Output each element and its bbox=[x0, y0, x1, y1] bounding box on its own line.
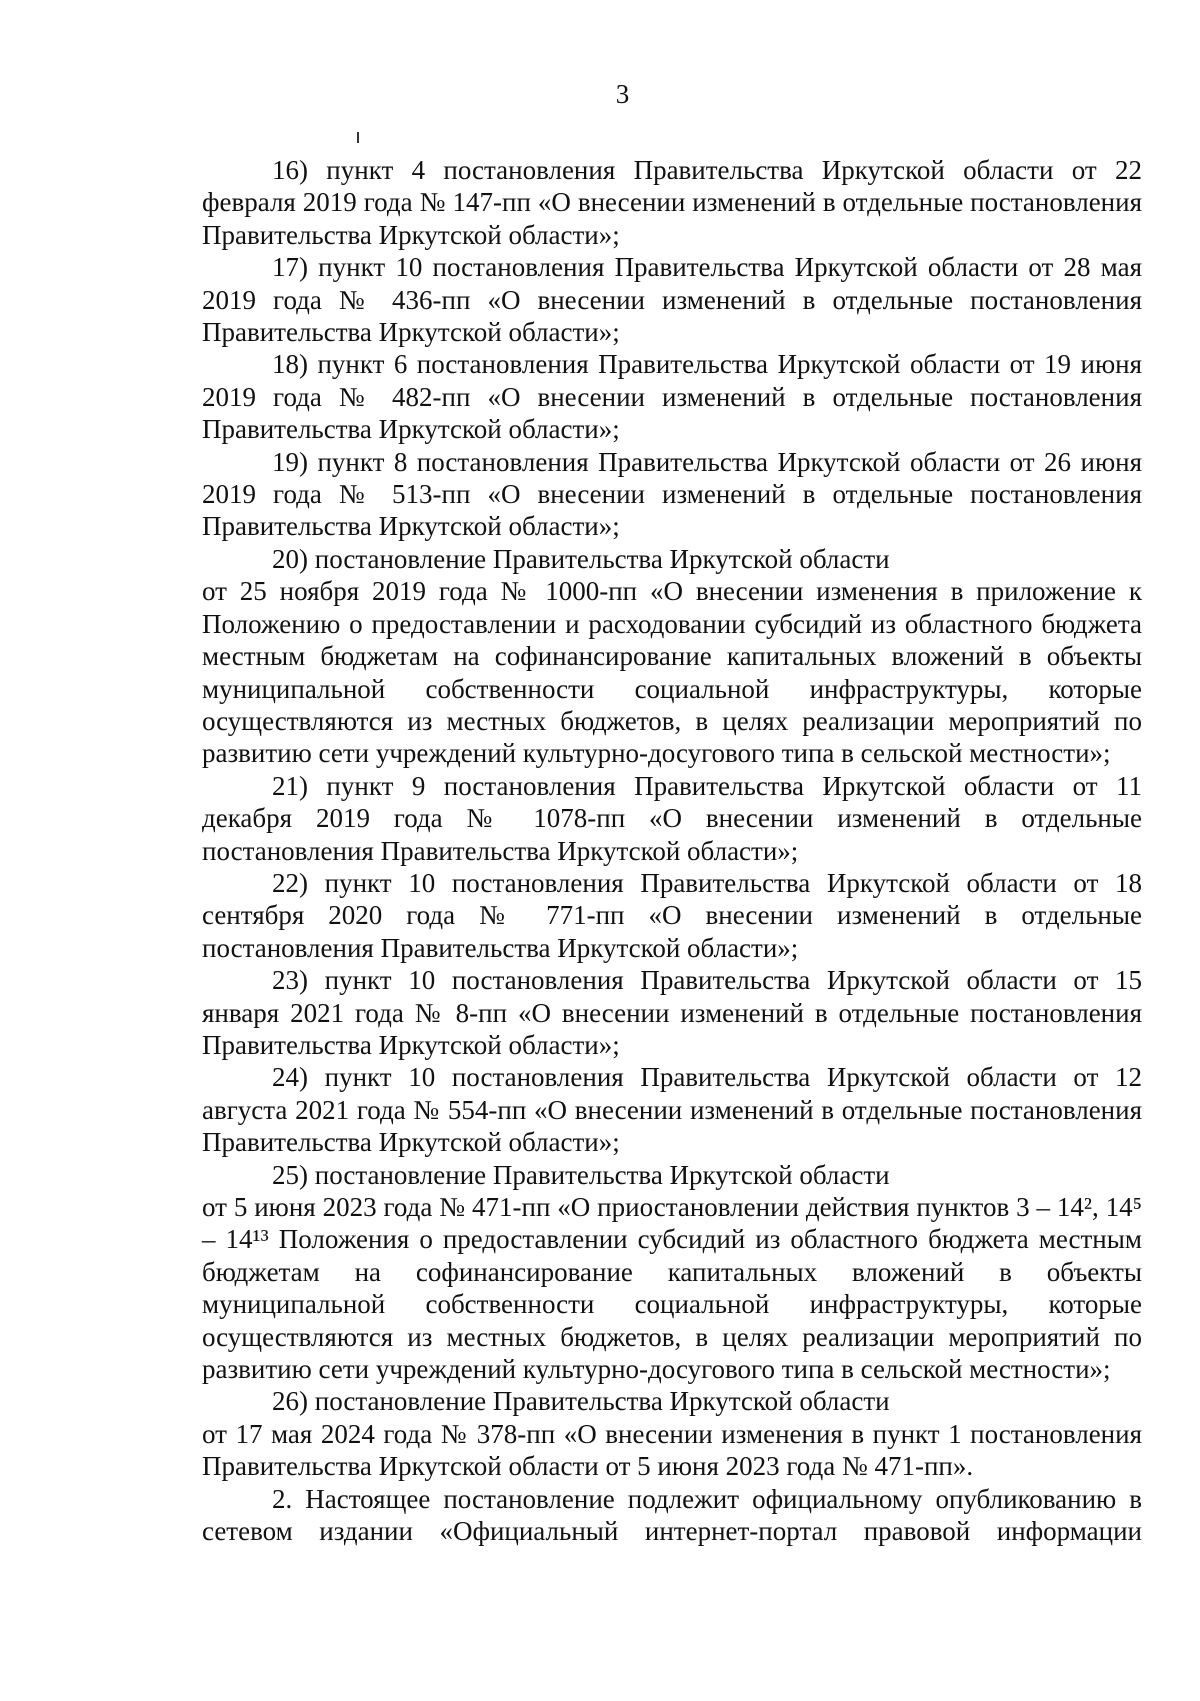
list-item-16: 16) пункт 4 постановления Правительства Иркутской области от 22 февраля 2019 года № 147-пп «О внесении изменений в отдельные постановления Правительства Иркутской области»; bbox=[202, 155, 1142, 250]
list-item-23: 23) пункт 10 постановления Правительства Иркутской области от 15 января 2021 года № 8-пп «О внесении изменений в отдельные постановления Правительства Иркутской области»; bbox=[202, 965, 1142, 1060]
page-number: 3 bbox=[615, 79, 630, 109]
list-item-18: 18) пункт 6 постановления Правительства Иркутской области от 19 июня 2019 года № 482-пп «О внесении изменений в отдельные постановления Правительства Иркутской области»; bbox=[202, 349, 1142, 445]
list-item-21: 21) пункт 9 постановления Правительства Иркутской области от 11 декабря 2019 года № 1078-пп «О внесении изменений в отдельные постановления Правительства Иркутской области»; bbox=[202, 770, 1142, 866]
list-item-22: 22) пункт 10 постановления Правительства Иркутской области от 18 сентября 2020 года № 771-пп «О внесении изменений в отдельные постановления Правительства Иркутской области»; bbox=[202, 867, 1142, 963]
list-item-17: 17) пункт 10 постановления Правительства Иркутской области от 28 мая 2019 года № 436-пп «О внесении изменений в отдельные постановления Правительства Иркутской области»; bbox=[202, 252, 1142, 348]
list-item-24: 24) пункт 10 постановления Правительства Иркутской области от 12 августа 2021 года № 554-пп «О внесении изменений в отдельные постановления Правительства Иркутской области»; bbox=[202, 1062, 1142, 1158]
list-item-19: 19) пункт 8 постановления Правительства Иркутской области от 26 июня 2019 года № 513-пп «О внесении изменений в отдельные постановления Правительства Иркутской области»; bbox=[202, 446, 1142, 542]
document-body bbox=[202, 154, 1142, 1547]
stray-mark bbox=[357, 132, 359, 143]
list-item-26: 26) постановление Правительства Иркутской области от 17 мая 2024 года № 378-пп «О внесении изменения в пункт 1 постановления Правительства Иркутской области от 5 июня 2023 года № 471-пп». bbox=[202, 1386, 1142, 1482]
clause-2: 2. Настоящее постановление подлежит официальному опубликованию в сетевом издании «Официальный интернет-портал правовой информации bbox=[202, 1483, 1142, 1547]
list-item-20: 20) постановление Правительства Иркутской области от 25 ноября 2019 года № 1000-пп «О внесении изменения в приложение к Положению о предоставлении и расходовании субсидий из областного бюджета местным бюджетам на софинансирование капитальных вложений в объекты муниципальной собственности социальной инфраструктуры, которые осуществляются из местных бюджетов, в целях реализации мероприятий по развитию сети учреждений культурно-досугового типа в сельской местности»; bbox=[202, 543, 1142, 769]
list-item-25: 25) постановление Правительства Иркутской области от 5 июня 2023 года № 471-пп «О приостановлении действия пунктов 3 – 14², 14⁵ – 14¹³ Положения о предоставлении субсидий из областного бюджета местным бюджетам на софинансирование капитальных вложений в объекты муниципальной собственности социальной инфраструктуры, которые осуществляются из местных бюджетов, в целях реализации мероприятий по развитию сети учреждений культурно-досугового типа в сельской местности»; bbox=[202, 1159, 1142, 1385]
